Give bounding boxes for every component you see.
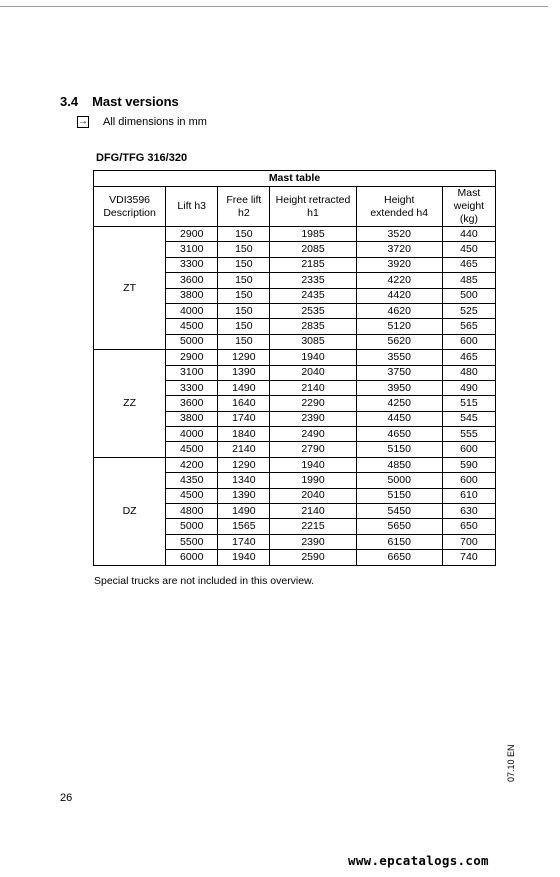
table-cell: 590 xyxy=(442,457,495,472)
table-cell: 1490 xyxy=(218,380,270,395)
dimensions-note xyxy=(77,116,207,128)
table-cell: 650 xyxy=(442,519,495,534)
column-header xyxy=(166,187,218,227)
page-number: 26 xyxy=(60,792,73,804)
footnote: Special trucks are not included in this overview. xyxy=(94,575,315,587)
table-cell: 1340 xyxy=(218,473,270,488)
table-cell: 545 xyxy=(442,411,495,426)
table-cell: 4500 xyxy=(166,319,218,334)
column-header xyxy=(94,187,166,227)
table-cell: 4250 xyxy=(356,396,442,411)
table-cell: 4200 xyxy=(166,457,218,472)
table-cell: 1565 xyxy=(218,519,270,534)
arrow-right-boxed-icon: → xyxy=(78,116,88,127)
table-cell: 3550 xyxy=(356,350,442,365)
table-cell: 2140 xyxy=(270,504,356,519)
table-cell: 150 xyxy=(218,288,270,303)
table-cell: 4000 xyxy=(166,303,218,318)
table-cell: 3100 xyxy=(166,242,218,257)
section-title: Mast versions xyxy=(92,94,179,109)
column-header-line: weight xyxy=(453,200,485,212)
column-header-line: Lift h3 xyxy=(177,200,207,212)
table-cell: 3520 xyxy=(356,227,442,242)
table-cell: 5000 xyxy=(166,519,218,534)
table-cell: 4500 xyxy=(166,488,218,503)
table-cell: 150 xyxy=(218,303,270,318)
column-header-line: Free lift xyxy=(226,193,262,206)
column-header-line: Height retracted xyxy=(275,193,351,206)
column-header xyxy=(270,187,356,227)
table-cell: 2835 xyxy=(270,319,356,334)
table-cell: 4620 xyxy=(356,303,442,318)
column-header xyxy=(218,187,270,227)
column-header xyxy=(356,187,442,227)
table-cell: 2085 xyxy=(270,242,356,257)
table-cell: 4650 xyxy=(356,427,442,442)
table-cell: 4450 xyxy=(356,411,442,426)
table-cell: 3750 xyxy=(356,365,442,380)
table-cell: 1290 xyxy=(218,457,270,472)
table-cell: 1640 xyxy=(218,396,270,411)
table-cell: 500 xyxy=(442,288,495,303)
table-cell: 1740 xyxy=(218,534,270,549)
table-cell: 465 xyxy=(442,350,495,365)
table-cell: 6650 xyxy=(356,550,442,565)
table-cell: 4000 xyxy=(166,427,218,442)
table-cell: 740 xyxy=(442,550,495,565)
mast-table xyxy=(93,170,496,566)
table-cell: 2040 xyxy=(270,365,356,380)
table-cell: 3800 xyxy=(166,411,218,426)
table-cell: 2900 xyxy=(166,227,218,242)
table-cell: 4500 xyxy=(166,442,218,457)
table-cell: 2435 xyxy=(270,288,356,303)
table-cell: 3950 xyxy=(356,380,442,395)
top-rule xyxy=(0,6,548,7)
version-code: 07.10 EN xyxy=(506,744,516,782)
table-cell: 5000 xyxy=(356,473,442,488)
section-number: 3.4 xyxy=(60,94,79,109)
table-cell: 3800 xyxy=(166,288,218,303)
table-cell: 3085 xyxy=(270,334,356,349)
column-header-line: h2 xyxy=(238,206,250,219)
table-cell: 565 xyxy=(442,319,495,334)
table-row xyxy=(94,457,496,472)
table-cell: 3720 xyxy=(356,242,442,257)
table-cell: 5000 xyxy=(166,334,218,349)
column-header-line: (kg) xyxy=(459,213,478,225)
table-cell: 1990 xyxy=(270,473,356,488)
mast-type-cell: DZ xyxy=(94,457,166,565)
table-cell: 150 xyxy=(218,319,270,334)
table-cell: 1740 xyxy=(218,411,270,426)
table-cell: 3600 xyxy=(166,396,218,411)
table-cell: 3300 xyxy=(166,257,218,272)
table-cell: 2335 xyxy=(270,273,356,288)
table-cell: 1290 xyxy=(218,350,270,365)
model-title: DFG/TFG 316/320 xyxy=(96,152,188,164)
table-cell: 4800 xyxy=(166,504,218,519)
table-cell: 1490 xyxy=(218,504,270,519)
table-cell: 630 xyxy=(442,504,495,519)
table-cell: 1940 xyxy=(270,457,356,472)
table-cell: 2215 xyxy=(270,519,356,534)
table-cell: 465 xyxy=(442,257,495,272)
table-cell: 6150 xyxy=(356,534,442,549)
table-cell: 2590 xyxy=(270,550,356,565)
table-cell: 150 xyxy=(218,227,270,242)
table-cell: 600 xyxy=(442,442,495,457)
column-header xyxy=(442,187,495,227)
table-cell: 2140 xyxy=(270,380,356,395)
table-cell: 5150 xyxy=(356,488,442,503)
table-cell: 490 xyxy=(442,380,495,395)
dimensions-note-text: All dimensions in mm xyxy=(103,116,207,128)
table-cell: 610 xyxy=(442,488,495,503)
table-cell: 2390 xyxy=(270,411,356,426)
table-header-row xyxy=(94,187,496,227)
table-cell: 2185 xyxy=(270,257,356,272)
column-header-line: Description xyxy=(103,206,156,219)
table-cell: 5120 xyxy=(356,319,442,334)
table-cell: 2140 xyxy=(218,442,270,457)
table-cell: 4220 xyxy=(356,273,442,288)
table-cell: 4420 xyxy=(356,288,442,303)
table-cell: 555 xyxy=(442,427,495,442)
table-cell: 525 xyxy=(442,303,495,318)
table-cell: 150 xyxy=(218,273,270,288)
table-cell: 1940 xyxy=(270,350,356,365)
table-cell: 3920 xyxy=(356,257,442,272)
table-cell: 515 xyxy=(442,396,495,411)
table-cell: 2490 xyxy=(270,427,356,442)
table-cell: 150 xyxy=(218,257,270,272)
table-cell: 1940 xyxy=(218,550,270,565)
table-cell: 1390 xyxy=(218,365,270,380)
table-cell: 2390 xyxy=(270,534,356,549)
mast-type-cell: ZT xyxy=(94,227,166,350)
table-cell: 5450 xyxy=(356,504,442,519)
table-cell: 4350 xyxy=(166,473,218,488)
column-header-line: VDI3596 xyxy=(109,193,151,206)
table-cell: 485 xyxy=(442,273,495,288)
table-cell: 1390 xyxy=(218,488,270,503)
table-cell: 2900 xyxy=(166,350,218,365)
table-cell: 440 xyxy=(442,227,495,242)
watermark: www.epcatalogs.com xyxy=(348,853,489,868)
table-cell: 2290 xyxy=(270,396,356,411)
table-cell: 150 xyxy=(218,334,270,349)
table-cell: 150 xyxy=(218,242,270,257)
table-cell: 5650 xyxy=(356,519,442,534)
table-cell: 700 xyxy=(442,534,495,549)
table-cell: 4850 xyxy=(356,457,442,472)
table-cell: 1840 xyxy=(218,427,270,442)
table-cell: 1985 xyxy=(270,227,356,242)
table-cell: 3600 xyxy=(166,273,218,288)
table-cell: 600 xyxy=(442,473,495,488)
table-cell: 2790 xyxy=(270,442,356,457)
table-cell: 450 xyxy=(442,242,495,257)
table-row xyxy=(94,350,496,365)
table-cell: 5620 xyxy=(356,334,442,349)
column-header-line: Height xyxy=(384,193,415,206)
section-heading xyxy=(60,94,179,109)
table-cell: 3300 xyxy=(166,380,218,395)
column-header-line: Mast xyxy=(457,187,481,199)
table-cell: 6000 xyxy=(166,550,218,565)
table-cell: 5500 xyxy=(166,534,218,549)
table-body xyxy=(94,227,496,566)
table-cell: 600 xyxy=(442,334,495,349)
column-header-line: h1 xyxy=(307,206,319,219)
table-title: Mast table xyxy=(94,171,496,187)
table-cell: 5150 xyxy=(356,442,442,457)
table-cell: 2535 xyxy=(270,303,356,318)
mast-type-cell: ZZ xyxy=(94,350,166,458)
column-header-line: extended h4 xyxy=(370,206,429,219)
table-cell: 3100 xyxy=(166,365,218,380)
table-cell: 480 xyxy=(442,365,495,380)
table-cell: 2040 xyxy=(270,488,356,503)
table-row xyxy=(94,227,496,242)
